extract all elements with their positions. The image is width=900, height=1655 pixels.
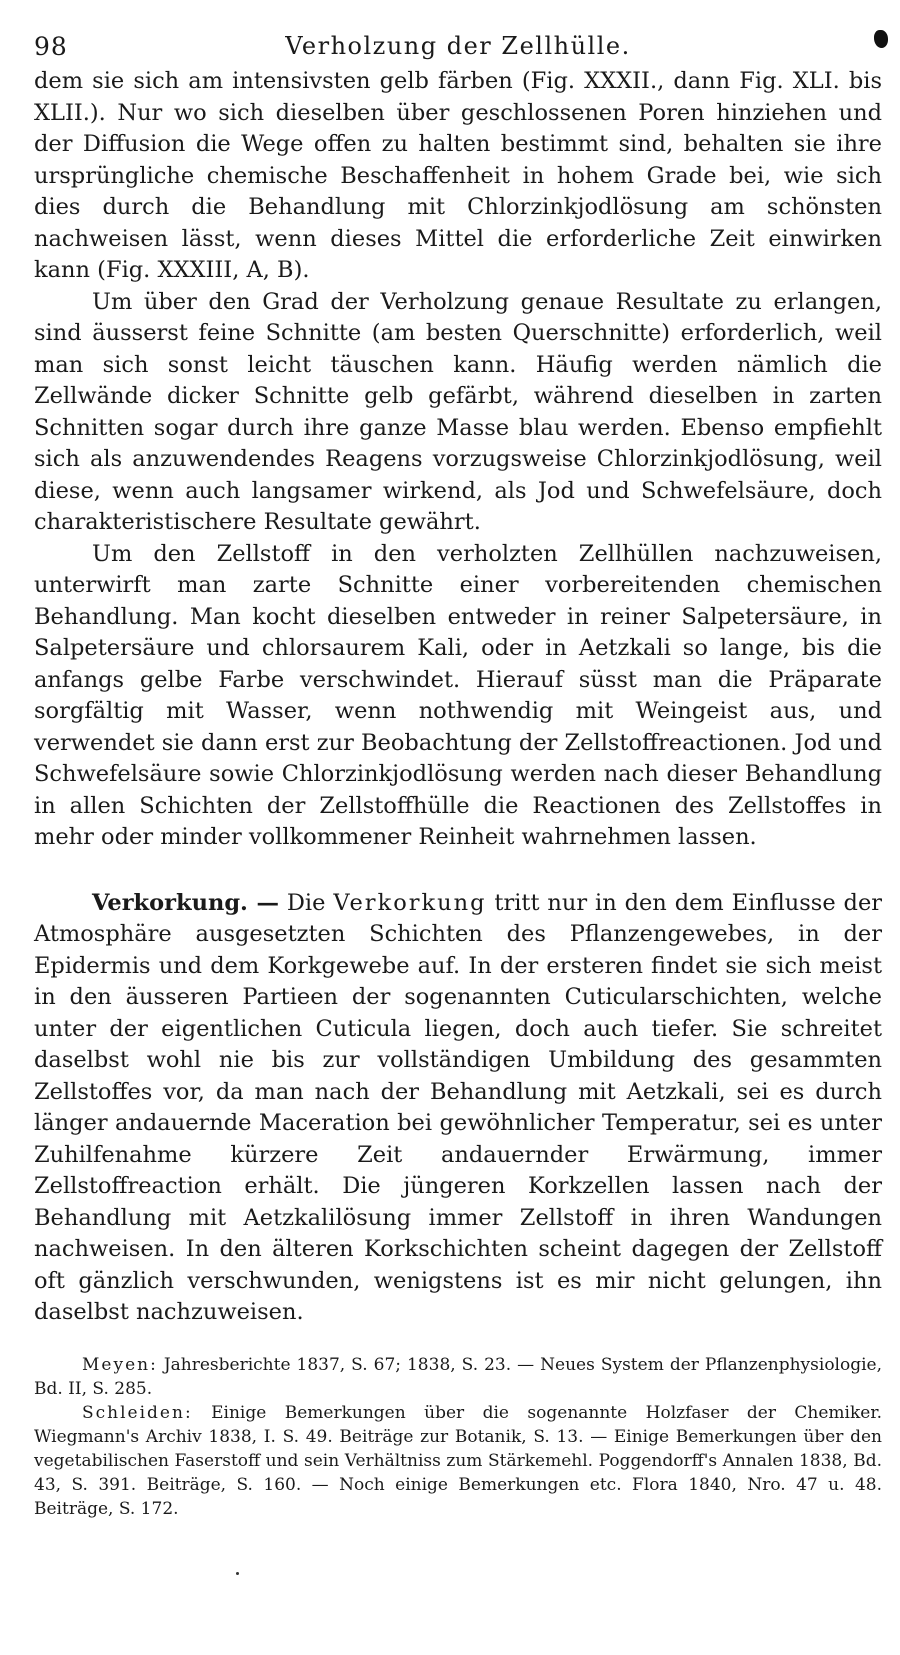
footnote-text: Einige Bemerkungen über die sogenannte Holzfaser der Chemiker. Wiegmann's Archiv 1838, I. S. 49. Beiträge zur Botanik, S. 13. — Einige Bemerkungen über den vegetabilischen Faserstoff und sein Verhältniss zum Stärkemehl. Poggendorff's Annalen 1838, Bd. 43, S. 391. Beiträge, S. 160. — Noch einige Bemerkungen etc. Flora 1840, Nro. 47 u. 48. Beiträge, S. 172.: [34, 1402, 882, 1519]
footnote-author: Meyen:: [82, 1354, 158, 1375]
paragraph-verholzung-grad: Um über den Grad der Verholzung genaue Resultate zu erlangen, sind äusserst feine Schnitte (am besten Querschnitte) erforderlich, weil man sich sonst leicht täuschen kann. Häufig werden nämlich die Zellwände dicker Schnitte gelb gefärbt, während dieselben in zarten Schnitten sogar durch ihre ganze Masse blau werden. Ebenso empfiehlt sich als anzuwendendes Reagens vorzugsweise Chlorzinkjodlösung, weil diese, wenn auch langsamer wirkend, als Jod und Schwefelsäure, doch charakteristischere Resultate gewährt.: [34, 288, 882, 535]
footnote-schleiden: [34, 1401, 882, 1521]
paragraph-continued: dem sie sich am intensivsten gelb färben (Fig. XXXII., dann Fig. XLI. bis XLII.). Nur wo sich dieselben über geschlossenen Poren hinziehen und der Diffusion die Wege offen zu halten bestimmt sind, behalten sie ihre ursprüngliche chemische Beschaffenheit in hohem Grade bei, wie sich dies durch die Behandlung mit Chlorzinkjodlösung am schönsten nachweisen lässt, wenn dieses Mittel die erforderliche Zeit einwirken kann (Fig. XXXIII, A, B).: [34, 68, 882, 283]
running-head: [34, 26, 882, 66]
footnotes: [34, 1353, 882, 1521]
footnote-meyen: [34, 1353, 882, 1401]
stray-mark: [236, 1572, 239, 1575]
paragraph-verkorkung: Verkorkung. — Die Verkorkung tritt nur in den dem Einflusse der Atmosphäre ausgesetzten Schichten des Pflanzengewebes, in der Epidermis und dem Korkgewebe auf. In der ersteren findet sie sich meist in den äusseren Partieen der sogenannten Cuticularschichten, welche unter der eigentlichen Cuticula liegen, doch auch tiefer. Sie schreitet daselbst wohl nie bis zur vollständigen Umbildung des gesammten Zellstoffes vor, da man nach der Behandlung mit Aetzkali, sei es durch länger andauernde Maceration bei gewöhnlicher Temperatur, sei es unter Zuhilfenahme kürzere Zeit andauernder Erwärmung, immer Zellstoffreaction erhält. Die jüngeren Korkzellen lassen nach der Behandlung mit Aetzkalilösung immer Zellstoff in ihren Wandungen nachweisen. In den älteren Korkschichten scheint dagegen der Zellstoff oft gänzlich verschwunden, wenigstens ist es mir nicht gelungen, ihn daselbst nachzuweisen.: [34, 889, 883, 1325]
section-verkorkung: [34, 888, 882, 1329]
paragraph-zellstoff-nachweis: Um den Zellstoff in den verholzten Zellhüllen nachzuweisen, unterwirft man zarte Schnitte einer vorbereitenden chemischen Behandlung. Man kocht dieselben entweder in reiner Salpetersäure, in Salpetersäure und chlorsaurem Kali, oder in Aetzkali so lange, bis die anfangs gelbe Farbe verschwindet. Hierauf süsst man die Präparate sorgfältig mit Wasser, wenn nothwendig mit Weingeist aus, und verwendet sie dann erst zur Beobachtung der Zellstoffreactionen. Jod und Schwefelsäure sowie Chlorzinkjodlösung werden nach dieser Behandlung in allen Schichten der Zellstoffhülle die Reactionen des Zellstoffes in mehr oder minder vollkommener Reinheit wahrnehmen lassen.: [34, 540, 882, 850]
section-heading: Verkorkung. —: [92, 889, 279, 916]
footnote-text: Jahresberichte 1837, S. 67; 1838, S. 23. — Neues System der Pflanzenphysiologie, Bd. II, S. 285.: [34, 1354, 883, 1399]
ink-blot: [874, 30, 888, 48]
footnote-author: Schleiden:: [82, 1402, 193, 1423]
spaced-term: Verkorkung: [333, 889, 487, 916]
section-text: tritt nur in den dem Einflusse der Atmosphäre ausgesetzten Schichten des Pflanzengewebes, in der Epidermis und dem Korkgewebe auf. In der ersteren findet sie sich meist in den äusseren Partieen der sogenannten Cuticularschichten, welche unter der eigentlichen Cuticula liegen, doch auch tiefer. Sie schreitet daselbst wohl nie bis zur vollständigen Umbildung des gesammten Zellstoffes vor, da man nach der Behandlung mit Aetzkali, sei es durch länger andauernde Maceration bei gewöhnlicher Temperatur, sei es unter Zuhilfenahme kürzere Zeit andauernder Erwärmung, immer Zellstoffreaction erhält. Die jüngeren Korkzellen lassen nach der Behandlung mit Aetzkalilösung immer Zellstoff in ihren Wandungen nachweisen. In den älteren Korkschichten scheint dagegen der Zellstoff oft gänzlich verschwunden, wenigstens ist es mir nicht gelungen, ihn daselbst nachzuweisen.: [34, 889, 883, 1325]
page-number: 98: [34, 32, 68, 61]
running-title: Verholzung der Zellhülle.: [285, 32, 631, 60]
main-text: [34, 66, 882, 1329]
book-page: [34, 26, 882, 1521]
